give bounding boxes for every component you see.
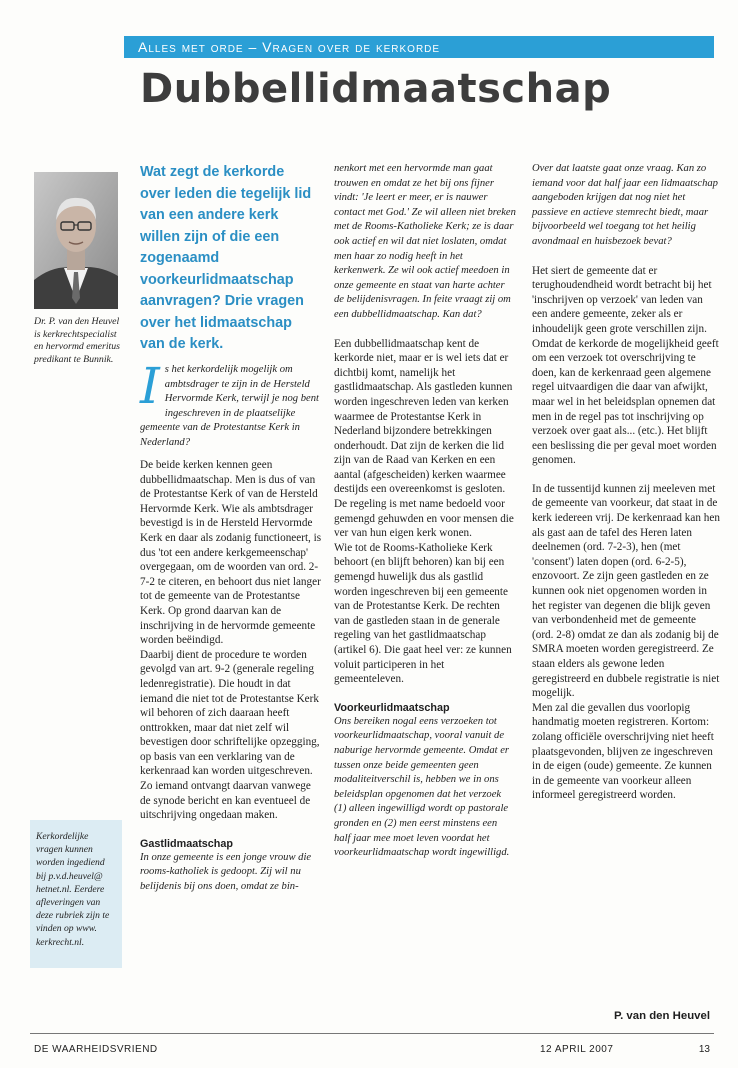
answer-paragraph: Men zal die gevallen dus voorlopig handmatig moeten registreren. Kortom: zolang officiële overschrijving niet heeft plaatsgevonden, blijven ze ingeschreven in de eigen (oude) gemeente. Ze kunnen in de gemeente van voorkeur alleen informeel geregistreerd worden. — [532, 701, 714, 802]
author-photo — [34, 172, 118, 309]
submission-info-box: Kerkordelijke vragen kunnen worden ingediend bij p.v.d.heuvel@ hetnet.nl. Eerdere afleveringen van deze rubriek zijn te vinden op www. kerkrecht.nl. — [30, 820, 122, 968]
first-question-text: s het kerkordelijk mogelijk om ambtsdrager te zijn in de Hersteld Hervormde Kerk, terwijl je nog bent ingeschreven in de plaatselijke gemeente van de Protestantse Kerk in Nederland? — [140, 364, 319, 448]
answer-paragraph: In de tussentijd kunnen zij meeleven met de gemeente van voorkeur, dat staat in de kerk iedereen vrij. De kerkenraad kan hen als gast aan de tafel des Heren laten deelnemen (ord. 7-2-3), hen (met 'consent') laten dopen (ord. 6-2-5), enzovoort. Ze zijn geen gastleden en ze kunnen ook niet opgenomen worden in het register van degenen die blijk geven van verbondenheid met de gemeente (ord. 2-8) omdat ze dan als zodanig bij de SMRA moeten worden geregistreerd. Ze staan elders als gewone leden geregistreerd en dubbele registratie is niet mogelijk. — [532, 482, 720, 700]
lead-intro: Wat zegt de kerkorde over leden die tegelijk lid van een andere kerk willen zijn of die een zogenaamd voorkeurlidmaatschap aanvragen? Drie vragen over het lidmaatschap van de kerk. — [140, 164, 312, 352]
drop-cap: I — [140, 357, 160, 415]
column-2 — [334, 162, 516, 861]
third-question-cont: Over dat laatste gaat onze vraag. Kan zo iemand voor dat half jaar een lidmaatschap aangeboden krijgen dat nog niet het passieve en actieve stemrecht biedt, maar bijvoorbeeld wel toegang tot het heilig avondmaal en huisbezoek bevat? — [532, 163, 718, 247]
answer-paragraph: Een dubbellidmaatschap kent de kerkorde niet, maar er is wel iets dat er dichtbij komt, namelijk het gastlidmaatschap. Als gastleden kunnen worden ingeschreven leden van kerken waarmee de Protestantse Kerk in Nederland bijzondere betrekkingen onderhoudt. Dat zijn de kerken die lid zijn van de Raad van Kerken en een aantal (afgescheiden) kerken waarmee destijds een overeenkomst is gesloten. De regeling is met name bedoeld voor gemengd gehuwden en voor mensen die ver van hun eigen kerk wonen. — [334, 337, 514, 540]
answer-paragraph: De beide kerken kennen geen dubbellidmaatschap. Men is dus of van de Protestantse Kerk of van de Hersteld Hervormde Kerk. Wie als ambtsdrager bevestigd is in de Hersteld Hervormde Kerk en daar als zodanig functioneert, is dus 'tot een andere kerkgemeenschap' overgegaan, om de woorden van ord. 2-7-2 te citeren, en behoort dus niet langer tot de gemeente van de Protestantse Kerk. Op grond daarvan kan de inschrijving in de hervormde gemeente worden beëindigd. — [140, 459, 322, 647]
column-3 — [532, 162, 720, 803]
answer-paragraph: Het siert de gemeente dat er terughoudendheid wordt betracht bij het 'inschrijven op verzoek' van leden van een andere gemeente, zeker als er inhoudelijk geen grote verschillen zijn. Omdat de kerkorde de mogelijkheid geeft om een verzoek tot overschrijving te doen, kan de kerkenraad geen algemene regel uitvaardigen die daar van afwijkt, maar wel in het beleidsplan opnemen dat men in de regel pas tot inschrijving op verzoek over gaat als... (etc.). Het blijft een beslissing die per geval moet worden genomen. — [532, 264, 719, 467]
publication-name: DE WAARHEIDSVRIEND — [34, 1044, 158, 1055]
answer-paragraph: Wie tot de Rooms-Katholieke Kerk behoort (en blijft behoren) kan bij een gemengd huwelijk dus als gastlid worden ingeschreven bij een gemeente van de Protestantse Kerk. De rechten van de gastleden staan in de generale regeling van het gastlidmaatschap (artikel 6). Die gaat heel ver: ze kunnen voluit participeren in het gemeenteleven. — [334, 541, 512, 686]
page-title: Dubbellidmaatschap — [140, 66, 612, 112]
page-number: 13 — [698, 1044, 710, 1055]
subheading-voorkeurlidmaatschap: Voorkeurlidmaatschap — [334, 701, 450, 714]
second-question-cont: nenkort met een hervormde man gaat trouwen en omdat ze het bij ons fijner vindt: 'Je leert er meer, er is nauwer contact met God.' Ze wil alleen niet breken met de Rooms-Katholieke Kerk; ze is daar ook actief en wil dat niet loslaten, omdat men haar zo nodig heeft in het kerkenwerk. Ze wil ook actief meedoen in onze gemeente en staat van harte achter de belijdenisvragen. In feite vraagt zij om een dubbellidmaatschap. Kan dat? — [334, 163, 516, 320]
column-1 — [140, 458, 322, 895]
issue-date: 12 APRIL 2007 — [540, 1044, 614, 1055]
third-question-start: Ons bereiken nogal eens verzoeken tot voorkeurlidmaatschap, vooral vanuit de naburige hervormde gemeente. Omdat er tussen onze beide gemeenten geen modaliteitverschil is, hebben we in ons beleidsplan opgenomen dat het verzoek (1) alleen ingewilligd wordt op pastorale gronden en (2) men eerst minstens een half jaar mee moet leven voordat het voorkeurlidmaatschap wordt ingewilligd. — [334, 715, 510, 859]
subheading-gastlidmaatschap: Gastlidmaatschap — [140, 837, 234, 850]
section-banner: Alles met orde – Vragen over de kerkorde — [124, 36, 714, 58]
footer-divider — [30, 1033, 714, 1034]
second-question-start: In onze gemeente is een jonge vrouw die rooms-katholiek is gedoopt. Zij wil nu belijdenis bij ons doen, omdat ze bin- — [140, 851, 312, 893]
answer-paragraph: Daarbij dient de procedure te worden gevolgd van art. 9-2 (generale regeling ledenregistratie). Die houdt in dat iemand die niet tot de Protestantse Kerk wil behoren of zich daaraan heeft onttrokken, maar dat niet zelf wil bevestigen door schriftelijke opzegging, op basis van een verklaring van de kerkenraad kan worden uitgeschreven. Zo iemand ontvangt daarvan vanwege de synode bericht en kan eventueel de uitschrijving ongedaan maken. — [140, 648, 320, 822]
author-signature: P. van den Heuvel — [613, 1010, 710, 1022]
author-caption: Dr. P. van den Heuvel is kerkrechtspecialist en hervormd emeritus predikant te Bunnik. — [34, 316, 120, 365]
first-question — [140, 357, 322, 451]
